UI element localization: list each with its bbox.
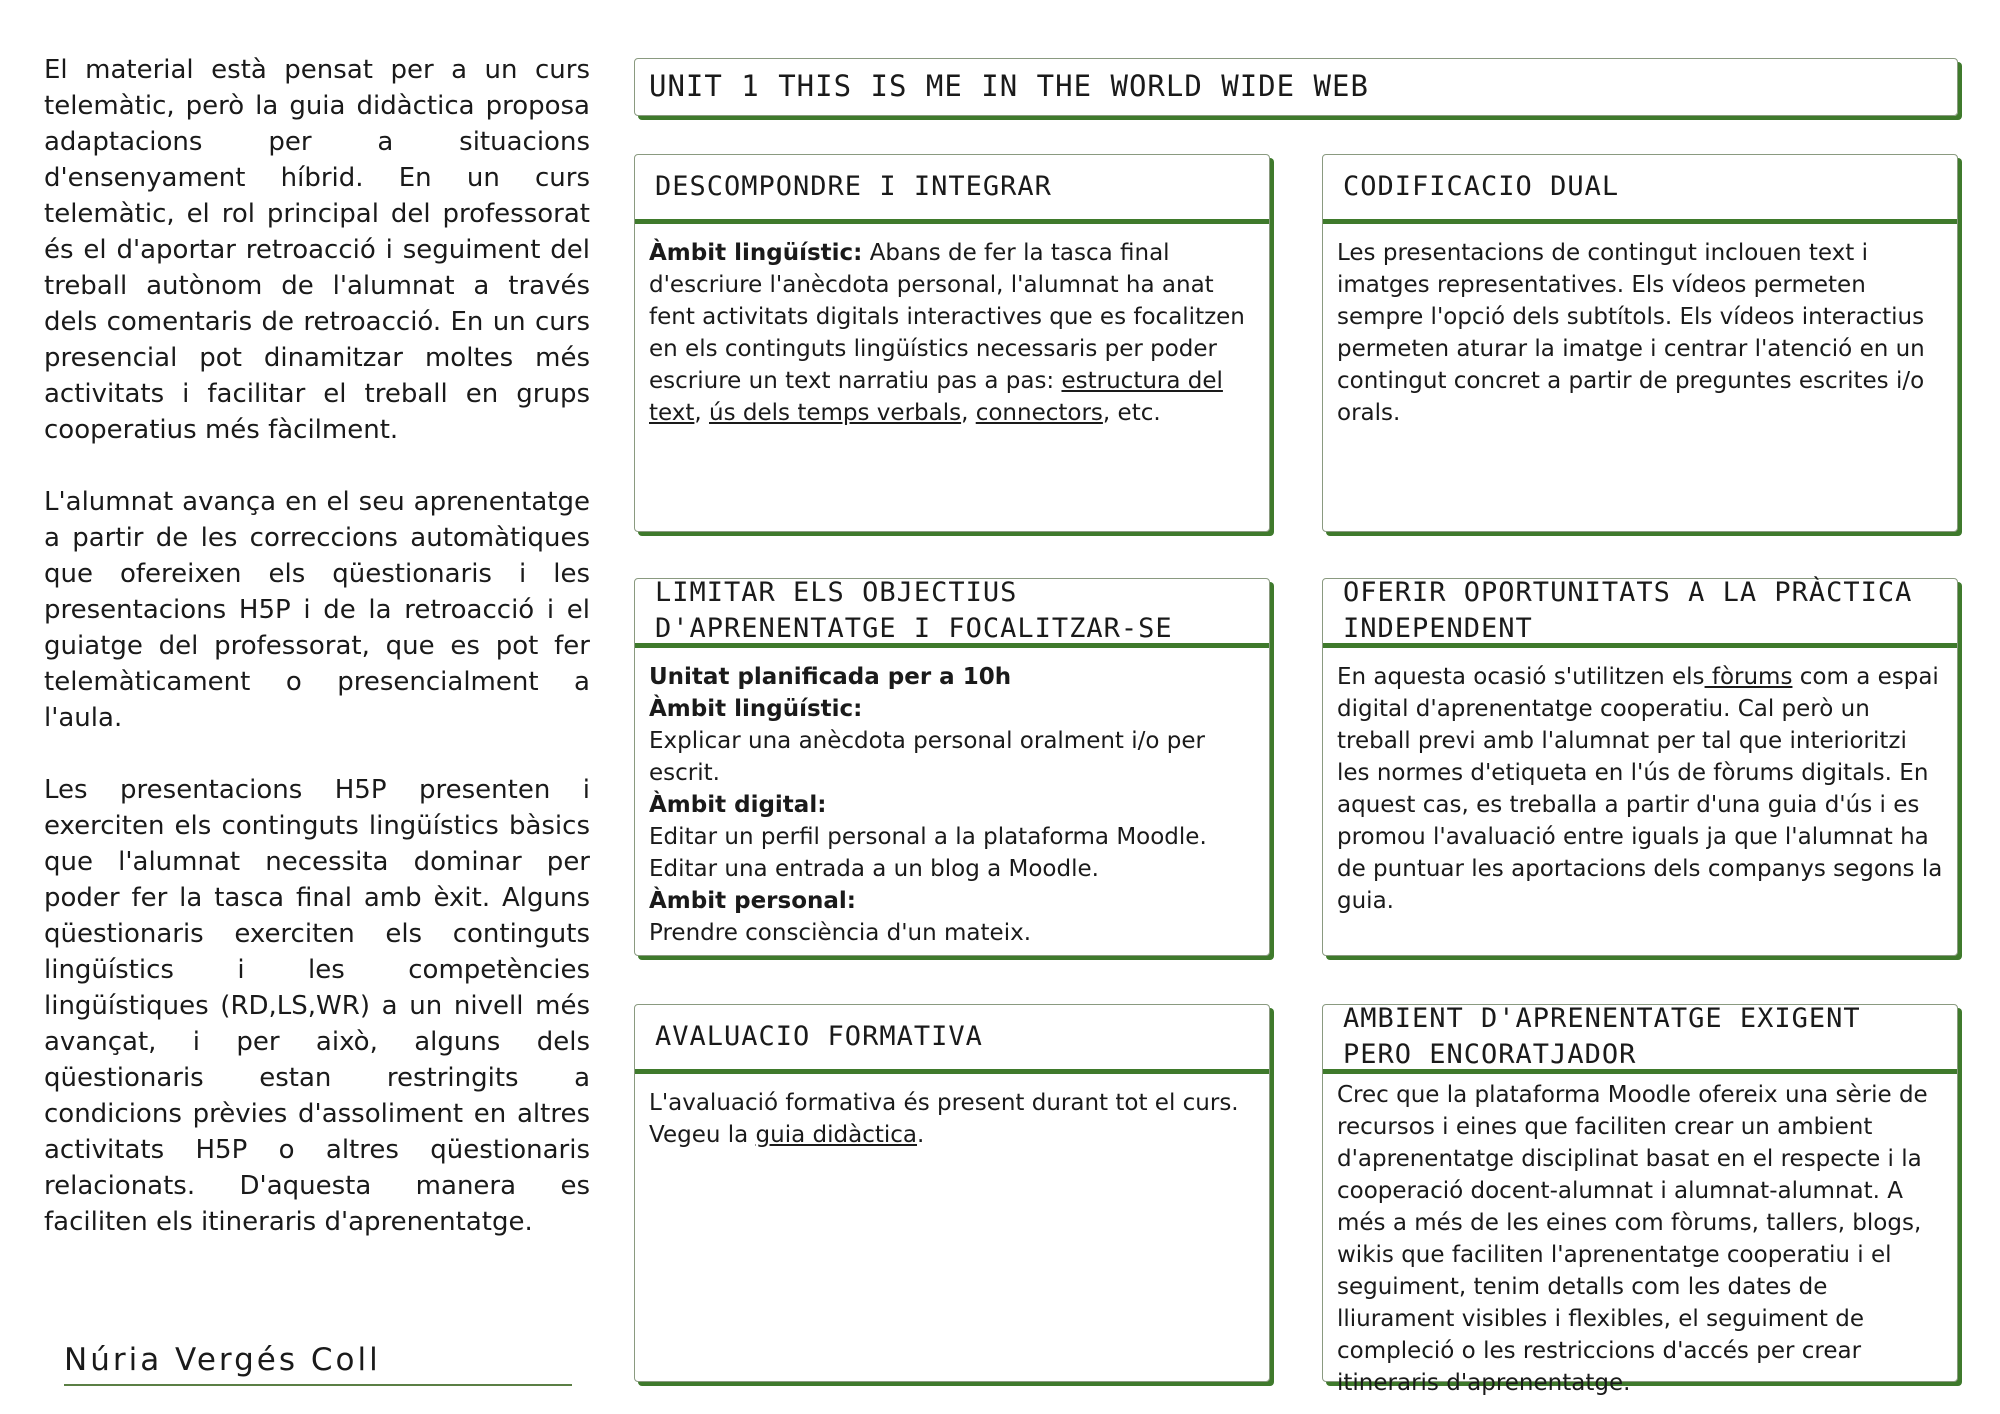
card-ambient <box>1322 1003 1958 1396</box>
link-forums[interactable]: fòrums <box>1704 664 1793 690</box>
intro-paragraph-2: L'alumnat avança en el seu aprenentatge a partir de les correccions automàtiques que ofereixen els qüestionaris i les presentacions H5P i de la retroacció i el guiatge del professorat, que es pot fer telemàticament o presencialment a l'aula. <box>44 487 590 733</box>
card-title: DESCOMPONDRE I INTEGRAR <box>635 155 1269 221</box>
card-limitar <box>634 578 1270 956</box>
card-body: Àmbit lingüístic: Abans de fer la tasca final d'escriure l'anècdota personal, l'alumnat ha anat fent activitats digitals interactives que es focalitzen en els continguts lingüístics necessaris per poder escriure un text narratiu pas a pas: estructura del text, ús dels temps verbals, connectors, etc. <box>649 240 1245 426</box>
card-body: L'avaluació formativa és present durant tot el curs. Vegeu la guia didàctica. <box>649 1090 1239 1148</box>
link-temps-verbals[interactable]: ús dels temps verbals <box>709 400 962 426</box>
card-body: Unitat planificada per a 10h Àmbit lingüístic: Explicar una anècdota personal oralment i/o per escrit. Àmbit digital: Editar un perfil personal a la plataforma Moodle. Editar una entrada a un blog a Moodle. Àmbit personal: Prendre consciència d'un mateix. <box>649 664 1207 946</box>
card-codificacio <box>1322 154 1958 532</box>
ambit-label: Àmbit digital: <box>649 792 827 818</box>
author-name: Núria Vergés Coll <box>64 1342 572 1386</box>
card-body: En aquesta ocasió s'utilitzen els fòrums com a espai digital d'aprenentatge cooperatiu. Cal però un treball previ amb l'alumnat per tal que interioritzi les normes d'etiqueta en l'ús de fòrums digitals. En aquest cas, es treballa a partir d'una guia d'ús i es promou l'avaluació entre iguals ja que l'alumnat ha de puntuar les aportacions dels companys segons la guia. <box>1337 664 1943 914</box>
card-avaluacio <box>634 1004 1270 1382</box>
intro-paragraph-1: El material està pensat per a un curs telemàtic, però la guia didàctica proposa adaptacions per a situacions d'ensenyament híbrid. En un curs telemàtic, el rol principal del professorat és el d'aportar retroacció i seguiment del treball autònom de l'alumnat a través dels comentaris de retroacció. En un curs presencial pot dinamitzar moltes més activitats i facilitar el treball en grups cooperatius més fàcilment. <box>44 55 590 445</box>
card-title: AVALUACIO FORMATIVA <box>635 1005 1269 1071</box>
card-title: OFERIR OPORTUNITATS A LA PRÀCTICA INDEPENDENT <box>1323 579 1957 645</box>
intro-column <box>44 52 590 1276</box>
card-title: LIMITAR ELS OBJECTIUS D'APRENENTATGE I FOCALITZAR-SE <box>635 579 1269 645</box>
ambit-label: Àmbit personal: <box>649 888 856 914</box>
unit-hours: Unitat planificada per a 10h <box>649 664 1012 690</box>
ambit-label: Àmbit lingüístic: <box>649 696 863 722</box>
card-title: CODIFICACIO DUAL <box>1323 155 1957 221</box>
card-body: Les presentacions de contingut inclouen text i imatges representatives. Els vídeos permeten sempre l'opció dels subtítols. Els vídeos interactius permeten aturar la imatge i centrar l'atenció en un contingut concret a partir de preguntes escrites i/o orals. <box>1337 240 1925 426</box>
ambit-label: Àmbit lingüístic: <box>649 240 863 266</box>
card-body: Crec que la plataforma Moodle ofereix una sèrie de recursos i eines que faciliten crear un ambient d'aprenentatge disciplinat basat en el respecte i la cooperació docent-alumnat i alumnat-alumnat. A més a més de les eines com fòrums, tallers, blogs, wikis que faciliten l'aprenentatge cooperatiu i el seguiment, tenim detalls com les dates de lliurament visibles i flexibles, el seguiment de compleció o les restriccions d'accés per crear itineraris d'aprenentatge. <box>1337 1082 1928 1396</box>
intro-paragraph-3: Les presentacions H5P presenten i exerciten els continguts lingüístics bàsics que l'alumnat necessita dominar per poder fer la tasca final amb èxit. Alguns qüestionaris exerciten els continguts lingüístics i les competències lingüístiques (RD,LS,WR) a un nivell més avançat, i per això, alguns dels qüestionaris estan restringits a condicions prèvies d'assoliment en altres activitats H5P o altres qüestionaris relacionats. D'aquesta manera es faciliten els itineraris d'aprenentatge. <box>44 775 590 1237</box>
link-guia-didactica[interactable]: guia didàctica <box>755 1122 917 1148</box>
card-title: AMBIENT D'APRENENTATGE EXIGENT PERO ENCORATJADOR <box>1323 1005 1957 1071</box>
link-connectors[interactable]: connectors <box>975 400 1103 426</box>
link-estructura[interactable]: estructura del text <box>649 368 1223 426</box>
card-oferir <box>1322 578 1958 956</box>
unit-title: UNIT 1 THIS IS ME IN THE WORLD WIDE WEB <box>634 58 1958 116</box>
card-descompondre <box>634 154 1270 532</box>
